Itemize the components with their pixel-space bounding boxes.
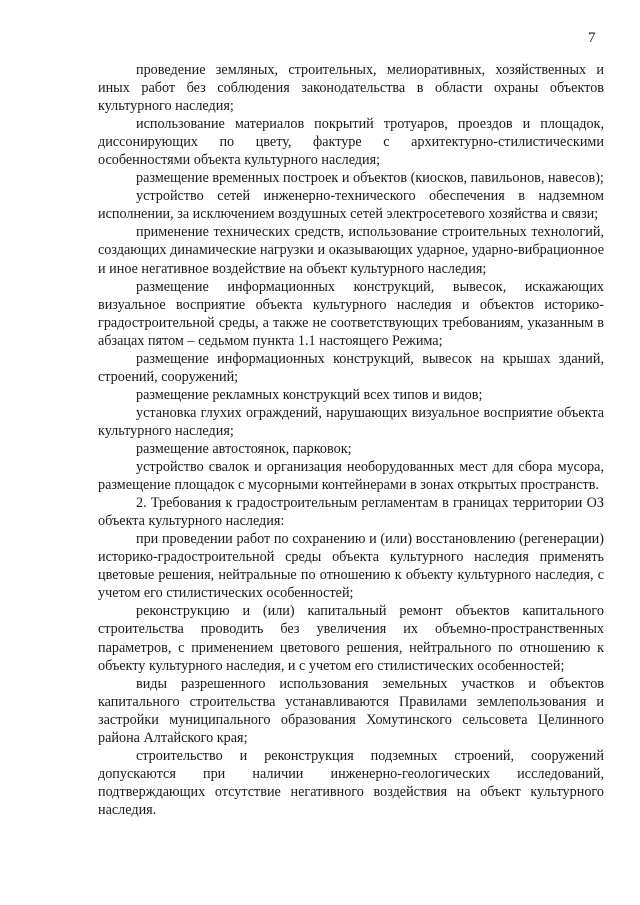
paragraph: размещение информационных конструкций, вывесок на крышах зданий, строений, сооружений; bbox=[98, 350, 604, 385]
paragraph: устройство свалок и организация необорудованных мест для сбора мусора, размещение площадок с мусорными контейнерами в зонах открытых пространств. bbox=[98, 459, 604, 494]
paragraph: размещение информационных конструкций, вывесок, искажающих визуальное восприятие объекта культурного наследия и объектов историко-градостроительной среды, а также не соответствующих требованиям, указанным в абзацах пятом – седьмом пункта 1.1 настоящего Режима; bbox=[98, 278, 604, 349]
paragraph: размещение автостоянок, парковок; bbox=[136, 440, 352, 457]
paragraph: реконструкцию и (или) капитальный ремонт объектов капитального строительства проводить без увеличения их объемно-пространственных параметров, с применением цветового решения, нейтрального по отношению к объекту культурного наследия, и с учетом его стилистических особенностей; bbox=[98, 603, 604, 674]
paragraph: размещение временных построек и объектов (киосков, павильонов, навесов); bbox=[136, 170, 604, 187]
page-number: 7 bbox=[588, 30, 596, 46]
paragraph: применение технических средств, использование строительных технологий, создающих динамические нагрузки и оказывающих ударное, ударно-вибрационное и иное негативное воздействие на объект культурного наследия; bbox=[98, 224, 604, 277]
document-body bbox=[98, 61, 604, 819]
paragraph: использование материалов покрытий тротуаров, проездов и площадок, диссонирующих по цвету, фактуре с архитектурно-стилистическими особенностями объекта культурного наследия; bbox=[98, 116, 604, 169]
paragraph: размещение рекламных конструкций всех типов и видов; bbox=[136, 386, 483, 403]
paragraph: строительство и реконструкция подземных строений, сооружений допускаются при наличии инженерно-геологических исследований, подтверждающих отсутствие негативного воздействия на объект культурного наследия. bbox=[98, 747, 604, 818]
paragraph: при проведении работ по сохранению и (или) восстановлению (регенерации) историко-градостроительной среды объекта культурного наследия применять цветовые решения, нейтральные по отношению к объекту культурного наследия, с учетом его стилистических особенностей; bbox=[98, 531, 604, 602]
paragraph: устройство сетей инженерно-технического обеспечения в надземном исполнении, за исключением воздушных сетей электросетевого хозяйства и связи; bbox=[98, 188, 604, 223]
paragraph: установка глухих ограждений, нарушающих визуальное восприятие объекта культурного наследия; bbox=[98, 404, 604, 439]
paragraph: проведение земляных, строительных, мелиоративных, хозяйственных и иных работ без соблюдения законодательства в области охраны объектов культурного наследия; bbox=[98, 62, 604, 115]
paragraph: виды разрешенного использования земельных участков и объектов капитального строительства устанавливаются Правилами землепользования и застройки муниципального образования Хомутинского сельсовета Целинного района Алтайского края; bbox=[98, 675, 604, 746]
section-heading-paragraph: 2. Требования к градостроительным регламентам в границах территории ОЗ объекта культурного наследия: bbox=[98, 495, 604, 530]
